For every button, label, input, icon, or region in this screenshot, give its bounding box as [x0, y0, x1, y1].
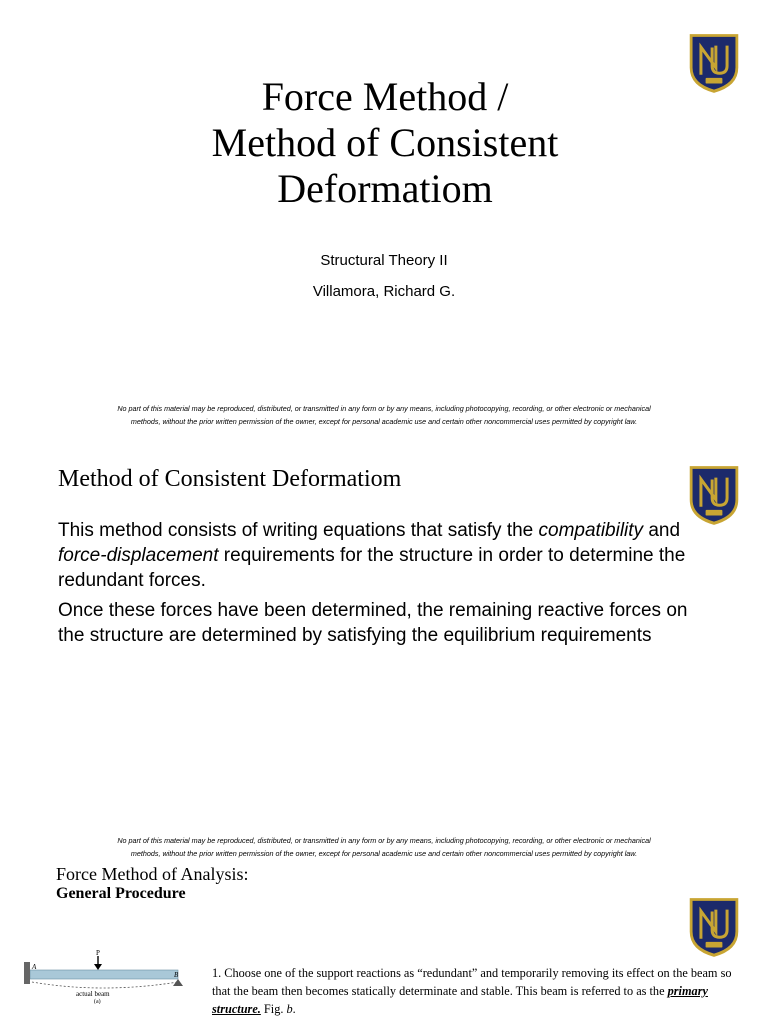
- figure-caption: actual beam: [76, 990, 110, 998]
- load-label: P: [96, 949, 100, 957]
- copyright-notice: [40, 402, 728, 428]
- notice-line-2: methods, without the prior written permission of the owner, except for personal academic use and certain other noncommercial uses permitted by copyright law.: [130, 849, 638, 858]
- step-text: 1. Choose one of the support reactions as “redundant” and temporarily removing its effect on the beam so that the beam then becomes statically determinate and stable. This beam is referred to as the: [212, 966, 732, 998]
- figure-ref-b: b: [286, 1002, 293, 1016]
- p1-emphasis-compatibility: compatibility: [538, 520, 644, 541]
- slide-heading: Method of Consistent Deformatiom: [58, 466, 402, 492]
- load-arrow-head: [94, 964, 102, 970]
- primary-structure-term: primary structure.: [212, 984, 708, 1016]
- title-line-3: Deformatiom: [277, 166, 493, 211]
- figure-part: (a): [94, 999, 101, 1004]
- slide-title: [150, 74, 620, 212]
- step-end: .: [292, 1002, 296, 1016]
- p1-emphasis-force-displacement: force-displacement: [58, 545, 219, 566]
- title-line-2: Method of Consistent: [211, 120, 559, 165]
- nu-logo-icon: [686, 30, 742, 96]
- notice-line-1: No part of this material may be reproduced, distributed, or transmitted in any form or by any means, including photocopying, recording, or other electronic or mechanical: [117, 404, 651, 413]
- notice-line-1: No part of this material may be reproduced, distributed, or transmitted in any form or by any means, including photocopying, recording, or other electronic or mechanical: [117, 836, 651, 845]
- procedure-step-1: [212, 964, 732, 1018]
- slide-heading: Force Method of Analysis:: [56, 864, 249, 884]
- beam-body: [30, 970, 178, 979]
- support-a-label: A: [32, 963, 37, 971]
- p1-text: and: [643, 520, 681, 541]
- fixed-support-a: [24, 962, 30, 984]
- procedure-slide: [0, 864, 768, 1024]
- notice-line-2: methods, without the prior written permission of the owner, except for personal academic use and certain other noncommercial uses permitted by copyright law.: [130, 417, 638, 426]
- copyright-notice: [40, 834, 728, 860]
- title-slide: [0, 0, 768, 432]
- p1-text: This method consists of writing equations that satisfy the: [58, 520, 539, 541]
- p1-text: requirements for the structure in order to determine the redundant forces.: [58, 545, 686, 591]
- course-name: Structural Theory II: [320, 252, 448, 269]
- deflected-shape: [32, 982, 178, 988]
- slide-subheading: General Procedure: [56, 885, 186, 902]
- beam-figure: [24, 948, 194, 1004]
- roller-support-b: [173, 979, 183, 986]
- paragraph-1: [58, 518, 708, 593]
- nu-logo-icon: [686, 894, 742, 960]
- support-b-label: B: [174, 971, 179, 979]
- step-figure-ref: Fig.: [260, 1002, 287, 1016]
- content-slide: [0, 432, 768, 864]
- author-name: Villamora, Richard G.: [312, 283, 456, 300]
- paragraph-2: Once these forces have been determined, the remaining reactive forces on the structure are determined by satisfying the equilibrium requirements: [58, 600, 688, 646]
- title-line-1: Force Method /: [261, 74, 509, 119]
